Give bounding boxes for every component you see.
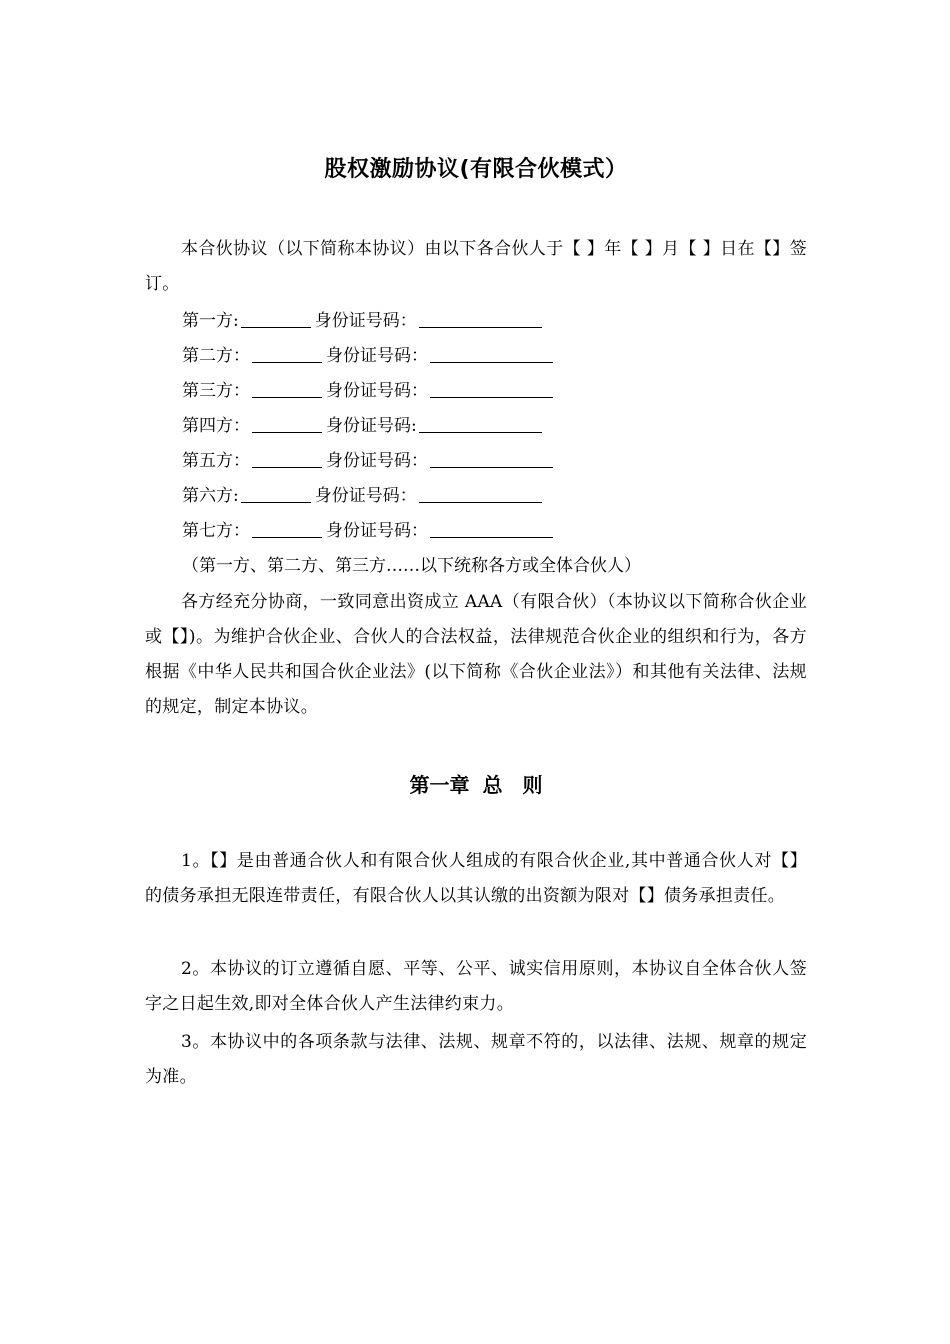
id-label: 身份证号码： — [326, 346, 428, 366]
id-label: 身份证号码: — [326, 416, 417, 436]
id-blank — [430, 519, 553, 538]
name-blank — [252, 449, 322, 468]
chapter-heading: 第一章 总 则 — [409, 773, 543, 797]
party-label: 第三方： — [182, 381, 250, 401]
name-blank — [252, 519, 322, 538]
clause-2: 2。本协议的订立遵循自愿、平等、公平、诚实信用原则，本协议自全体合伙人签字之日起生效,即对全体合伙人产生法律约束力。 — [145, 959, 807, 1014]
id-label: 身份证号码： — [326, 381, 428, 401]
id-blank — [430, 344, 553, 363]
parties-note: （第一方、第二方、第三方……以下统称各方或全体合伙人） — [182, 556, 641, 576]
party-line-6 — [182, 479, 542, 514]
id-blank — [419, 484, 542, 503]
party-label: 第六方: — [182, 486, 239, 506]
party-line-2 — [182, 339, 553, 374]
name-blank — [252, 379, 322, 398]
party-label: 第二方： — [182, 346, 250, 366]
name-blank — [252, 414, 322, 433]
document-title: 股权激励协议(有限合伙模式） — [324, 157, 628, 182]
id-blank — [430, 379, 553, 398]
id-label: 身份证号码： — [314, 486, 417, 506]
id-blank — [419, 309, 542, 328]
clause-1: 1。【】是由普通合伙人和有限合伙人组成的有限合伙企业,其中普通合伙人对【】的债务承担无限连带责任，有限合伙人以其认缴的出资额为限对【】债务承担责任。 — [145, 851, 807, 906]
id-label: 身份证号码： — [314, 311, 417, 331]
id-blank — [419, 414, 542, 433]
party-line-3 — [182, 374, 553, 409]
party-line-7 — [182, 514, 553, 549]
party-label: 第五方： — [182, 451, 250, 471]
party-line-4 — [182, 409, 542, 444]
id-blank — [430, 449, 553, 468]
name-blank — [252, 344, 322, 363]
name-blank — [241, 309, 311, 328]
id-label: 身份证号码： — [326, 451, 428, 471]
name-blank — [241, 484, 311, 503]
party-line-1 — [182, 304, 542, 339]
party-label: 第七方： — [182, 521, 250, 541]
purpose-paragraph: 各方经充分协商，一致同意出资成立 AAA（有限合伙）（本协议以下简称合伙企业或【】)。为维护合伙企业、合伙人的合法权益，法律规范合伙企业的组织和行为，各方根据《中华人民共和国合伙企业法》(以下简称《合伙企业法》）和其他有关法律、法规的规定，制定本协议。 — [145, 592, 807, 717]
party-label: 第四方： — [182, 416, 250, 436]
clause-3: 3。本协议中的各项条款与法律、法规、规章不符的，以法律、法规、规章的规定为准。 — [145, 1032, 807, 1087]
party-line-5 — [182, 444, 553, 479]
id-label: 身份证号码： — [326, 521, 428, 541]
party-label: 第一方: — [182, 311, 239, 331]
intro-paragraph: 本合伙协议（以下简称本协议）由以下各合伙人于【 】年【 】月【 】日在【】签订。 — [145, 239, 807, 294]
